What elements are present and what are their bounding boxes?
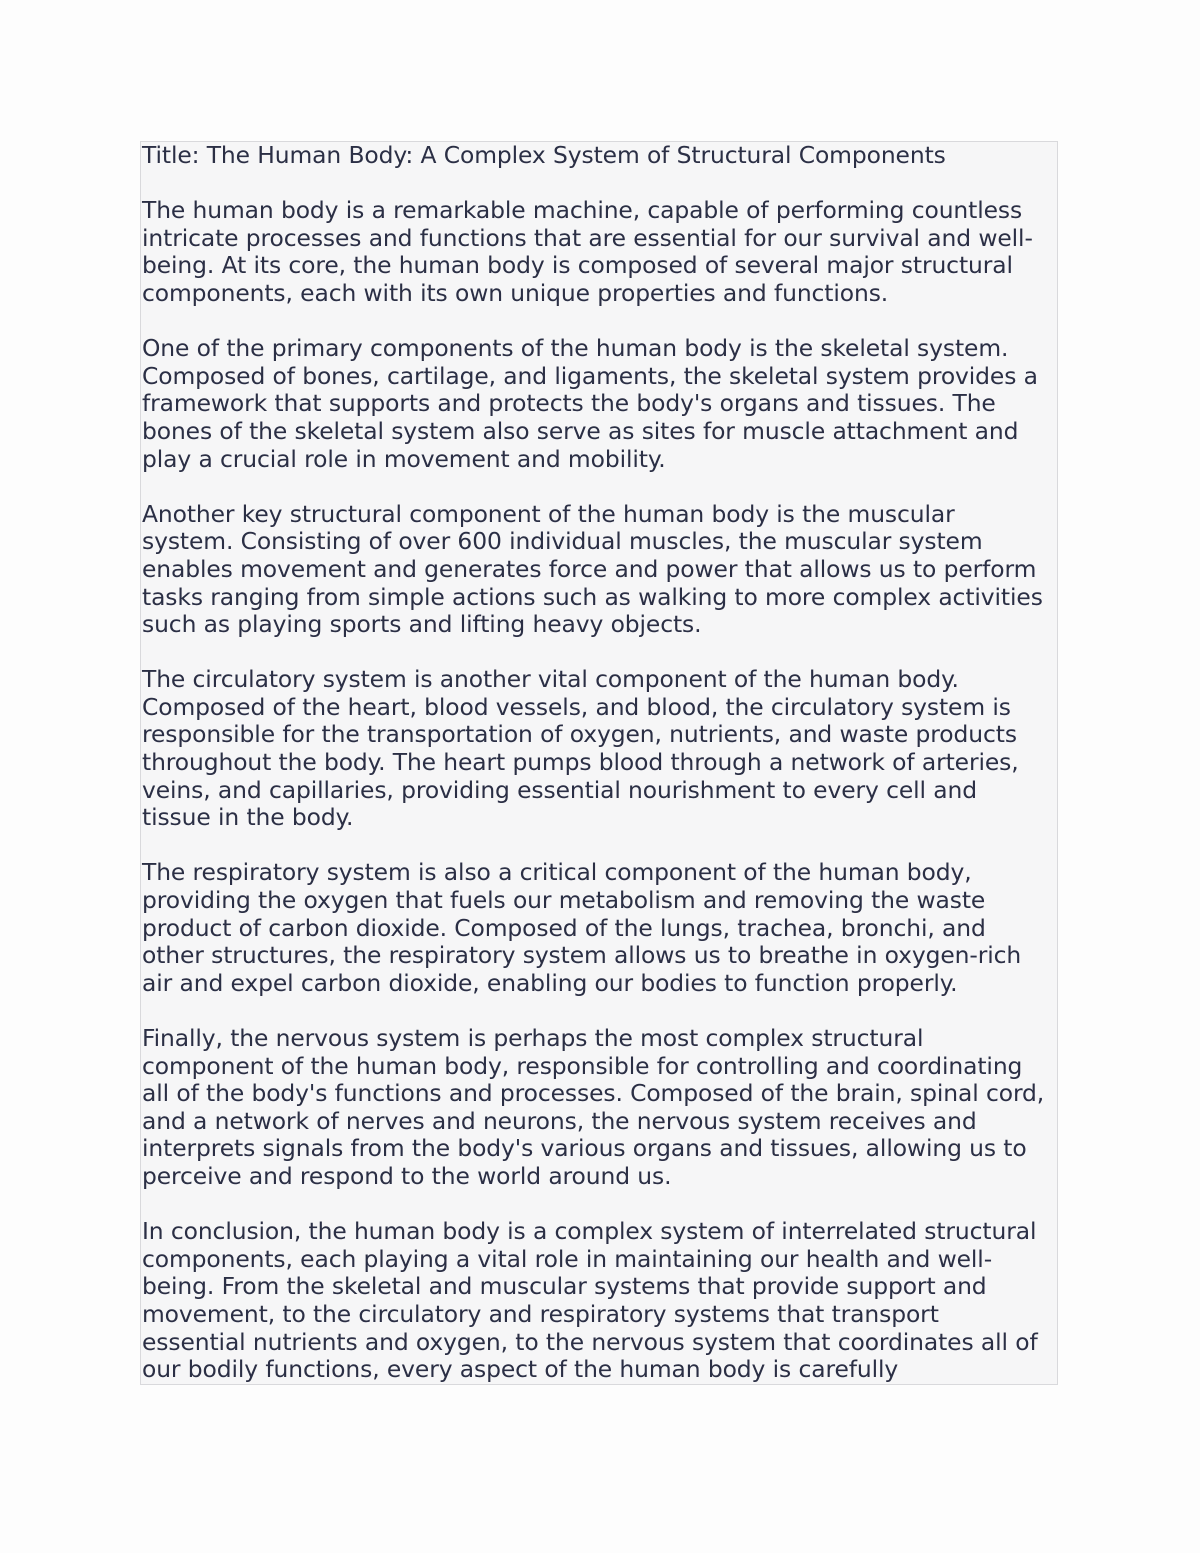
paragraph-muscular: Another key structural component of the human body is the muscular system. Consisting of over 600 individual muscles, the muscular system enables movement and generates force and power that allows us to perform tasks ranging from simple actions such as walking to more complex activities such as playing sports and lifting heavy objects. (142, 499, 1043, 639)
paragraph-skeletal: One of the primary components of the human body is the skeletal system. Composed of bones, cartilage, and ligaments, the skeletal system provides a framework that supports and protects the body's organs and tissues. The bones of the skeletal system also serve as sites for muscle attachment and play a crucial role in movement and mobility. (142, 334, 1038, 473)
paragraph-nervous: Finally, the nervous system is perhaps the most complex structural component of the human body, responsible for controlling and coordinating all of the body's functions and processes. Composed of the brain, spinal cord, and a network of nerves and neurons, the nervous system receives and interprets signals from the body's various organs and tissues, allowing us to perceive and respond to the world around us. (142, 1024, 1045, 1190)
paragraph-conclusion: In conclusion, the human body is a complex system of interrelated structural components, each playing a vital role in maintaining our health and well- being. From the skeletal and muscular systems that provide support and movement, to the circulatory and respiratory systems that transport essential nutrients and oxygen, to the nervous system that coordinates all of our bodily functions, every aspect of the human body is carefully (142, 1217, 1038, 1384)
document-title: Title: The Human Body: A Complex System of Structural Components (142, 141, 946, 169)
text-block (140, 141, 1058, 1385)
paragraph-intro: The human body is a remarkable machine, capable of performing countless intricate processes and functions that are essential for our survival and well- being. At its core, the human body is composed of several major structural components, each with its own unique properties and functions. (142, 196, 1033, 307)
paragraph-circulatory: The circulatory system is another vital component of the human body. Composed of the heart, blood vessels, and blood, the circulatory system is responsible for the transportation of oxygen, nutrients, and waste products throughout the body. The heart pumps blood through a network of arteries, veins, and capillaries, providing essential nourishment to every cell and tissue in the body. (142, 665, 1019, 832)
paragraph-respiratory: The respiratory system is also a critical component of the human body, providing the oxygen that fuels our metabolism and removing the waste product of carbon dioxide. Composed of the lungs, trachea, bronchi, and other structures, the respiratory system allows us to breathe in oxygen-rich air and expel carbon dioxide, enabling our bodies to function properly. (142, 858, 1022, 997)
